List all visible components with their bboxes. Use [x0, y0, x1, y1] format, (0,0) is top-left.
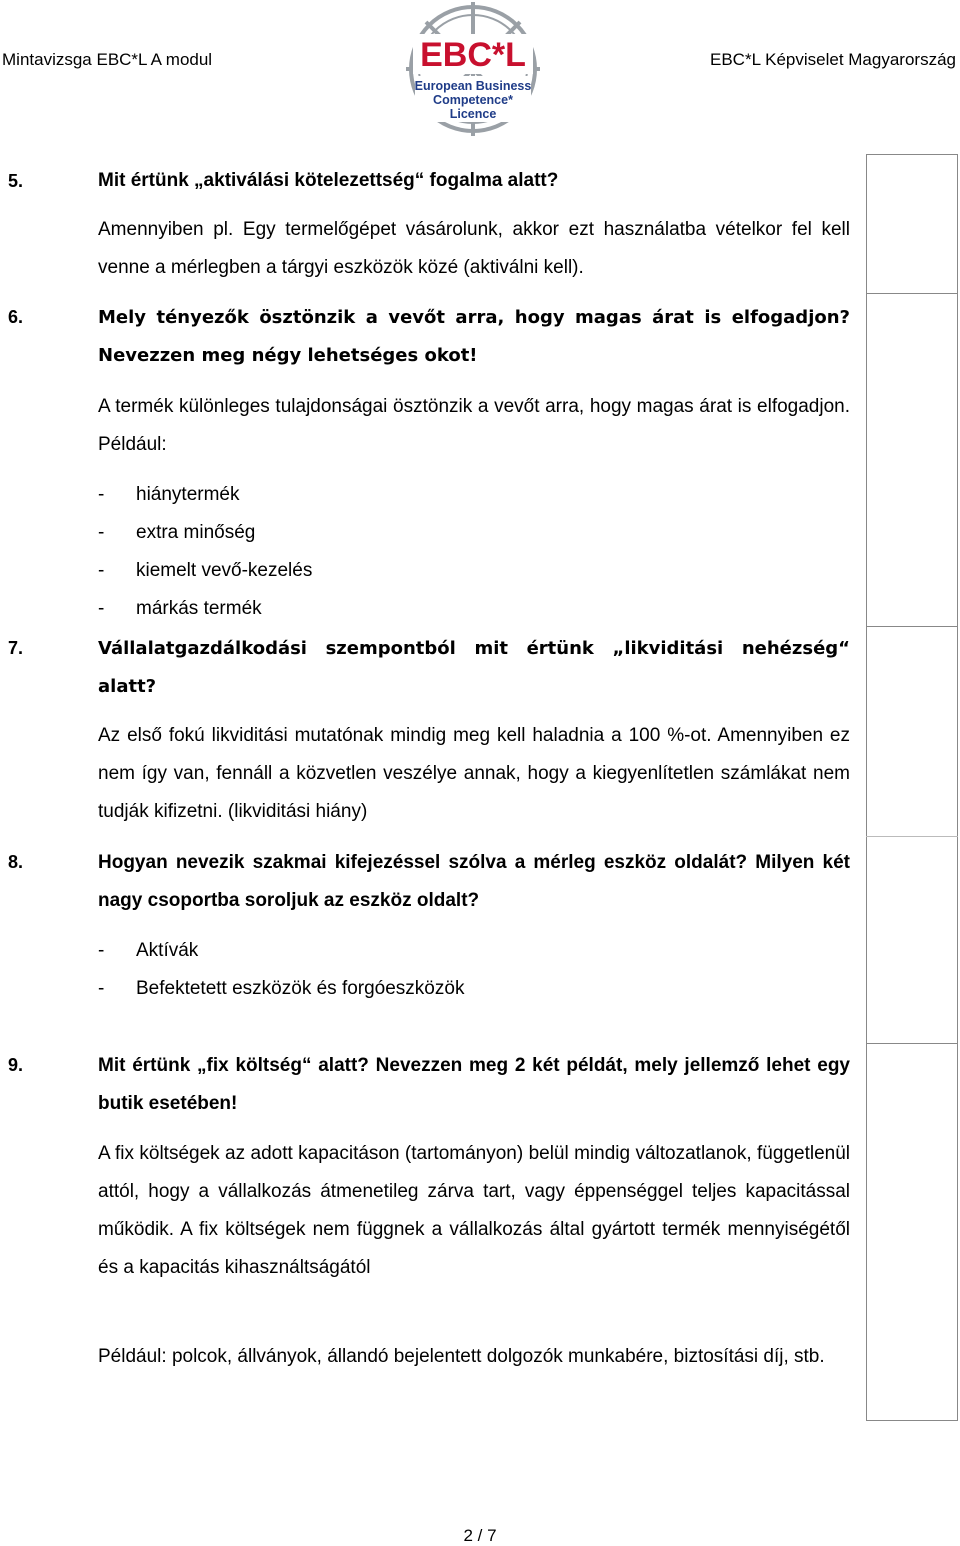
question-7-text: Vállalatgazdálkodási szempontból mit értünk „likviditási nehézség“ alatt? [98, 638, 850, 697]
logo-line1: European Business [414, 79, 532, 93]
header-left-title: Mintavizsga EBC*L A modul [2, 50, 213, 69]
list-item-label: extra minőség [136, 522, 256, 543]
grade-box-6 [866, 293, 958, 627]
answer-9-text: A fix költségek az adott kapacitáson (tartományon) belül mindig változatlanok, függetlenül attól, hogy a vállalkozás átmenetileg zárva tart, vagy éppenséggel teljes kapacitással működik. A fix költségek nem függnek a vállalkozás által gyártott termék mennyiségétől és a kapacitás kihasználtságától [98, 1143, 850, 1278]
header-right-title: EBC*L Képviselet Magyarország [710, 50, 956, 69]
question-9-number: 9. [8, 1055, 24, 1075]
answer-6-text: A termék különleges tulajdonságai ösztönzik a vevőt arra, hogy magas árat is elfogadjon. Például: [98, 396, 850, 455]
list-item-label: kiemelt vevő-kezelés [136, 560, 313, 581]
answer-9-examples: Például: polcok, állványok, állandó bejelentett dolgozók munkabére, biztosítási díj, stb. [98, 1346, 825, 1367]
grade-box-divider-8 [866, 836, 958, 837]
list-item-label: Aktívák [136, 940, 199, 961]
answer-6-list-item [98, 598, 262, 620]
logo-line3: Licence [449, 107, 497, 121]
grade-box-7 [866, 626, 958, 1044]
list-item-label: márkás termék [136, 598, 262, 619]
answer-6-list-item [98, 560, 312, 582]
logo-line2: Competence* [433, 93, 513, 107]
question-5-text: Mit értünk „aktiválási kötelezettség“ fogalma alatt? [98, 170, 559, 191]
question-6-text-bold: Mely tényezők ösztönzik a vevőt arra, hogy magas árat is elfogadjon? Nevezzen meg négy lehetséges okot! [98, 307, 850, 366]
list-dash: - [98, 598, 105, 619]
ebcl-logo [393, 0, 553, 138]
logo-main-text: EBC*L [420, 36, 526, 74]
question-6-text [98, 299, 850, 375]
list-dash: - [98, 940, 105, 961]
answer-6-list-item [98, 522, 255, 544]
answer-8-list-item [98, 940, 198, 962]
answer-5-text: Amennyiben pl. Egy termelőgépet vásárolunk, akkor ezt használatba vételkor fel kell venne a mérlegben a tárgyi eszközök közé (aktiválni kell). [98, 219, 850, 278]
question-8-text: Hogyan nevezik szakmai kifejezéssel szólva a mérleg eszköz oldalát? Milyen két nagy csoportba soroljuk az eszköz oldalt? [98, 852, 850, 911]
grade-box-9 [866, 1043, 958, 1421]
list-dash: - [98, 560, 105, 581]
list-dash: - [98, 522, 105, 543]
answer-7-text: Az első fokú likviditási mutatónak mindig meg kell haladnia a 100 %-ot. Amennyiben ez nem így van, fennáll a közvetlen veszélye annak, hogy a kiegyenlítetlen számlákat nem tudják kifizetni. (likviditási hiány) [98, 725, 850, 822]
list-dash: - [98, 484, 105, 505]
list-item-label: hiánytermék [136, 484, 240, 505]
question-8-number: 8. [8, 852, 24, 872]
list-item-label: Befektetett eszközök és forgóeszközök [136, 978, 465, 999]
answer-6-list-item [98, 484, 240, 506]
question-6-number: 6. [8, 307, 24, 327]
answer-8-list-item [98, 978, 464, 1000]
question-9-text: Mit értünk „fix költség“ alatt? Nevezzen meg 2 két példát, mely jellemző lehet egy butik esetében! [98, 1055, 850, 1114]
page-number: 2 / 7 [463, 1526, 497, 1545]
list-dash: - [98, 978, 105, 999]
question-7-number: 7. [8, 638, 24, 658]
question-5-number: 5. [8, 171, 24, 191]
grade-box-5 [866, 154, 958, 294]
